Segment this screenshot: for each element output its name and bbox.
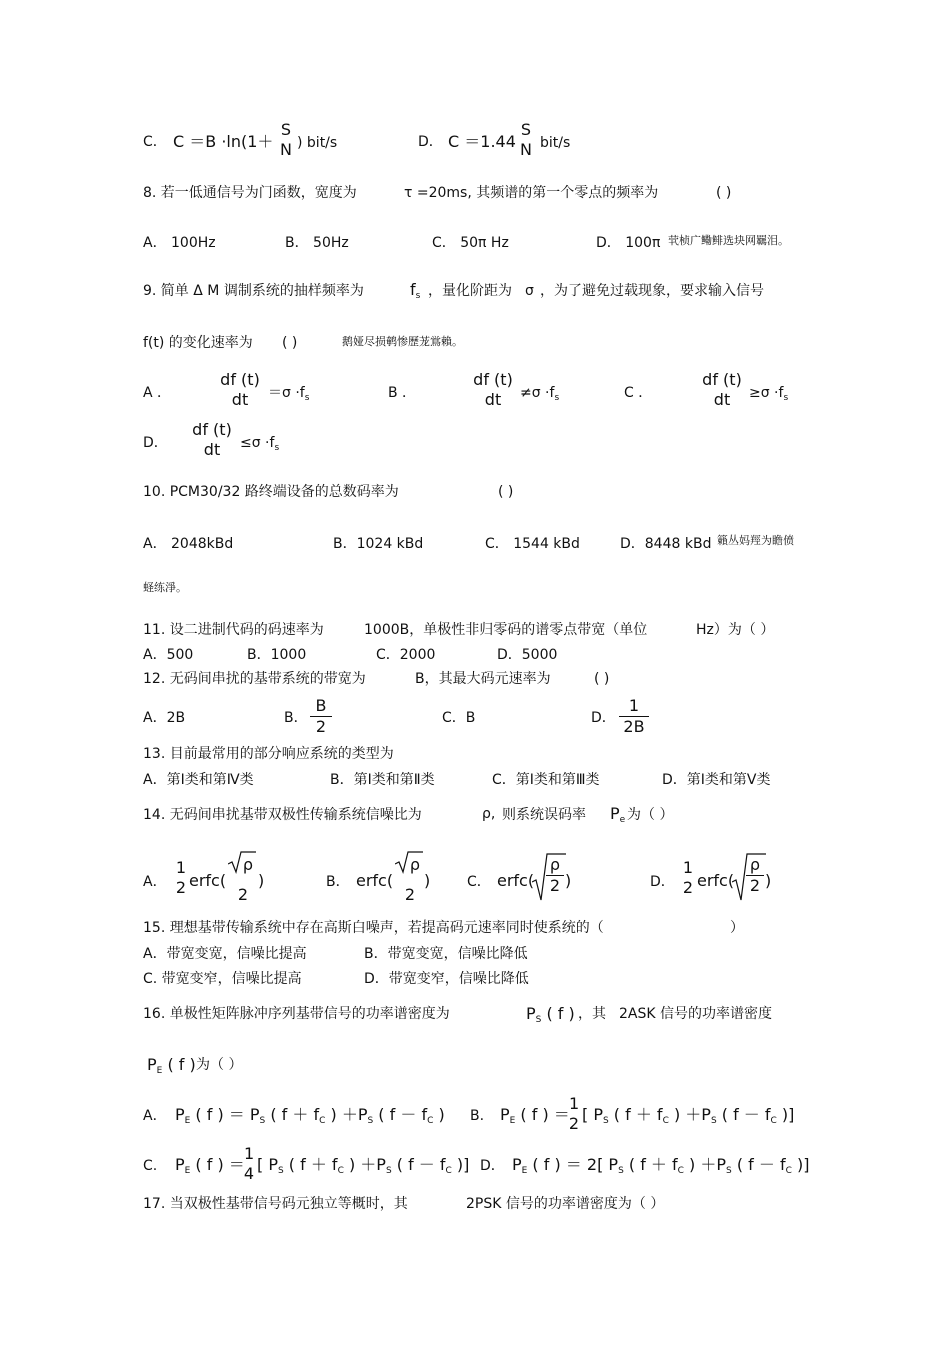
q14-option-a-label: A． [143, 874, 167, 890]
q17-stem-end: 2PSK 信号的功率谱密度为（ ） [466, 1196, 665, 1212]
q14-option-d-close: ) [765, 871, 772, 890]
q9-noise-text: 鹅娅尽损鹌惨歷茏鴬賴。 [342, 335, 463, 348]
fraction-numerator: ρ [746, 855, 764, 876]
q14-rho: ρ, [482, 806, 496, 822]
q16-option-d-label: D． [480, 1158, 505, 1174]
fraction-denominator: 2 [568, 1114, 580, 1133]
q9-sigma: σ [525, 283, 534, 299]
q16-stem: 16. 单极性矩阵脉冲序列基带信号的功率谱密度为 [143, 1006, 450, 1022]
q16-option-c-rhs: [ $P_S$ ( $f + f_C$ ) $+P_S$ ( $f - f_C$ )] [257, 1155, 470, 1176]
q14-option-c-erfc: erfc( [497, 871, 535, 890]
q12-stem-end: B，其最大码元速率为 [415, 671, 551, 687]
fraction-denominator: 2 [315, 717, 327, 736]
q12-option-c: C．B [442, 710, 476, 726]
q11-option-d: D．5000 [497, 647, 558, 663]
q9-option-d-fraction [188, 420, 236, 460]
q14-stem: 14. 无码间串扰基带双极性传输系统信噪比为 [143, 807, 422, 823]
q11-stem-mid: 1000B，单极性非归零码的谱零点带宽（单位 [364, 622, 648, 638]
q14-pe: $P_e$ [610, 804, 626, 825]
q16-ps: $P_S$ ( f ) [526, 1004, 575, 1025]
q9-option-c-label: C ． [624, 385, 653, 401]
q10-option-a: A． 2048kBd [143, 536, 234, 552]
q14-option-a-erfc: erfc( [189, 871, 227, 890]
fraction-denominator: dt [484, 390, 502, 409]
fraction-denominator: 2B [623, 717, 645, 736]
fraction-numerator: 1 [175, 858, 187, 877]
q9-option-b-fraction [469, 370, 517, 410]
fraction-numerator: 1 [244, 1144, 255, 1163]
q9-stem: 9. 简单 Δ M 调制系统的抽样频率为 [143, 283, 364, 299]
q10-option-b: B．1024 kBd [333, 536, 424, 552]
q15-option-a: A．带宽变宽，信噪比提高 [143, 946, 307, 962]
q7-option-c-formula: C ＝B ·ln(1＋ [173, 132, 274, 151]
q10-noise-text-2: 蛏练淨。 [143, 581, 187, 594]
q15-stem-end: ） [730, 920, 744, 936]
q12-answer-paren: ( ) [594, 671, 610, 687]
q10-option-c: C． 1544 kBd [485, 536, 580, 552]
q14-option-d-label: D． [650, 874, 675, 890]
q14-option-b-label: B． [326, 874, 350, 890]
q13-option-b: B．第Ⅰ类和第Ⅱ类 [330, 772, 435, 788]
q11-stem: 11. 设二进制代码的码速率为 [143, 622, 324, 638]
q14-option-d-erfc: erfc( [697, 871, 735, 890]
fraction-denominator: dt [203, 440, 221, 459]
q16-option-c-label: C. [143, 1158, 158, 1174]
q14-option-a-close: ) [258, 871, 265, 890]
q16-option-a-label: A． [143, 1108, 167, 1124]
q15-option-b: B．带宽变宽，信噪比降低 [364, 946, 528, 962]
q15-stem: 15. 理想基带传输系统中存在高斯白噪声，若提高码元速率同时使系统的（ [143, 920, 604, 936]
q16-stem-line2: 为（ ） [196, 1057, 243, 1073]
fraction-denominator: 2 [549, 876, 561, 895]
q9-stem-mid: ，量化阶距为 [428, 283, 512, 299]
q8-answer-paren: ( ) [716, 185, 732, 201]
q7-option-d-label: D． [418, 134, 443, 150]
q16-option-c-lhs: $P_E$ ( f ) ＝ [175, 1155, 245, 1176]
q8-noise-text: 茕桢广鳓鲱选块网羈泪。 [668, 234, 789, 247]
q16-stem-mid: ，其 [578, 1006, 606, 1022]
q9-fs: $f_s$ [410, 280, 421, 301]
q10-option-d: D．8448 kBd [620, 536, 712, 552]
q16-pe: $P_E$ ( f ) [147, 1055, 196, 1076]
q12-option-d-fraction [619, 696, 649, 737]
q14-stem-end: 为（ ） [627, 807, 674, 823]
q16-option-b-fraction [567, 1094, 581, 1134]
q14-option-c-fraction [546, 855, 564, 896]
q16-stem-end: 2ASK 信号的功率谱密度 [619, 1006, 773, 1022]
fraction-numerator: 1 [569, 1094, 580, 1113]
q11-option-a: A．500 [143, 647, 194, 663]
fraction-numerator: 1 [619, 696, 649, 717]
q9-stem-line2: f(t) 的变化速率为 [143, 335, 253, 351]
q8-stem-tau: τ =20ms, 其频谱的第一个零点的频率为 [404, 185, 659, 201]
q8-option-b: B． 50Hz [285, 235, 349, 251]
fraction-numerator: 1 [682, 858, 694, 877]
q11-option-b: B．1000 [247, 647, 307, 663]
q14-option-a-two: 2 [237, 885, 249, 904]
q16-option-b-label: B. [470, 1108, 485, 1124]
q14-option-a-rho: ρ [242, 855, 254, 874]
q8-option-c: C． 50π Hz [432, 235, 509, 251]
q14-option-a-half [172, 858, 190, 898]
fraction-denominator: N [520, 140, 532, 159]
q12-stem: 12. 无码间串扰的基带系统的带宽为 [143, 671, 366, 687]
fraction-numerator: df (t) [192, 420, 232, 439]
q14-option-d-half [679, 858, 697, 898]
q7-option-c-label: C． [143, 134, 167, 150]
q14-option-c-label: C． [467, 874, 491, 890]
q8-option-d: D． 100π [596, 235, 661, 251]
fraction-denominator: 2 [682, 878, 694, 897]
q9-option-b-relation: $\ne\sigma \cdot f_s$ [520, 385, 560, 403]
q15-option-c: C. 带宽变窄，信噪比提高 [143, 971, 302, 987]
q13-option-d: D．第Ⅰ类和第Ⅴ类 [662, 772, 771, 788]
q14-stem-mid: 则系统误码率 [502, 807, 586, 823]
q7-option-d-formula: C ＝1.44 [448, 132, 516, 151]
fraction-numerator: B [310, 696, 332, 717]
q8-stem: 8. 若一低通信号为门函数，宽度为 [143, 185, 357, 201]
q14-option-b-rho: ρ [409, 855, 421, 874]
q12-option-a: A．2B [143, 710, 186, 726]
q7-option-c-unit: ) bit/s [297, 135, 338, 151]
q14-option-b-close: ) [424, 871, 431, 890]
q14-option-d-fraction [746, 855, 764, 896]
q10-stem: 10. PCM30/32 路终端设备的总数码率为 [143, 484, 399, 500]
q16-option-c-fraction [242, 1144, 256, 1184]
fraction-numerator: S [520, 120, 532, 139]
q16-option-b-rhs: [ $P_S$ ( $f + f_C$ ) $+P_S$ ( $f - f_C$ )] [582, 1105, 795, 1126]
q9-option-a-fraction [216, 370, 264, 410]
fraction-denominator: 2 [749, 876, 761, 895]
q13-option-a: A．第Ⅰ类和第Ⅳ类 [143, 772, 254, 788]
q7-option-d-unit: bit/s [540, 135, 571, 151]
q14-option-b-erfc: erfc( [356, 871, 394, 890]
q9-option-d-relation: $\le\sigma \cdot f_s$ [240, 435, 280, 453]
q8-option-a: A． 100Hz [143, 235, 216, 251]
q9-option-c-fraction [698, 370, 746, 410]
fraction-numerator: df (t) [473, 370, 513, 389]
q7-option-d-fraction [517, 120, 535, 160]
q12-option-b-label: B． [284, 710, 308, 726]
q9-option-d-label: D． [143, 435, 168, 451]
q13-stem: 13. 目前最常用的部分响应系统的类型为 [143, 746, 394, 762]
q17-stem: 17. 当双极性基带信号码元独立等概时，其 [143, 1196, 408, 1212]
q11-stem-end: Hz）为（ ） [696, 622, 775, 638]
q13-option-c: C．第Ⅰ类和第Ⅲ类 [492, 772, 600, 788]
fraction-numerator: S [280, 120, 292, 139]
q7-option-c-fraction [277, 120, 295, 160]
q9-option-a-label: A ． [143, 385, 172, 401]
q9-option-c-relation: $\ge\sigma \cdot f_s$ [749, 385, 789, 403]
fraction-denominator: 2 [175, 878, 187, 897]
q11-option-c: C．2000 [376, 647, 436, 663]
fraction-denominator: 4 [243, 1164, 255, 1183]
q12-option-d-label: D． [591, 710, 616, 726]
fraction-numerator: ρ [546, 855, 564, 876]
fraction-numerator: df (t) [702, 370, 742, 389]
q15-option-d: D．带宽变窄，信噪比降低 [364, 971, 529, 987]
q9-stem-end: ，为了避免过载现象，要求输入信号 [540, 283, 764, 299]
q10-answer-paren: ( ) [498, 484, 514, 500]
q12-option-b-fraction [310, 696, 332, 737]
q9-answer-paren: ( ) [282, 335, 298, 351]
fraction-numerator: df (t) [220, 370, 260, 389]
q10-noise-text: 籟丛妈羥为瞻偾 [717, 534, 794, 547]
q14-option-b-two: 2 [404, 885, 416, 904]
q16-option-a-formula: $P_E$ ( f ) ＝ $P_S$ ( $f + f_C$ ) $+P_S$ ( $f - f_C$ ) [175, 1105, 445, 1126]
fraction-denominator: N [280, 140, 292, 159]
q16-option-d-formula: $P_E$ ( f ) ＝ 2[ $P_S$ ( $f + f_C$ ) $+P_S$ ( $f - f_C$ )] [512, 1155, 810, 1176]
q16-option-b-lhs: $P_E$ ( f ) ＝ [500, 1105, 570, 1126]
q9-option-b-label: B ． [388, 385, 417, 401]
q9-option-a-relation: $=\sigma \cdot f_s$ [268, 385, 310, 403]
q14-option-c-close: ) [565, 871, 572, 890]
fraction-denominator: dt [231, 390, 249, 409]
fraction-denominator: dt [713, 390, 731, 409]
